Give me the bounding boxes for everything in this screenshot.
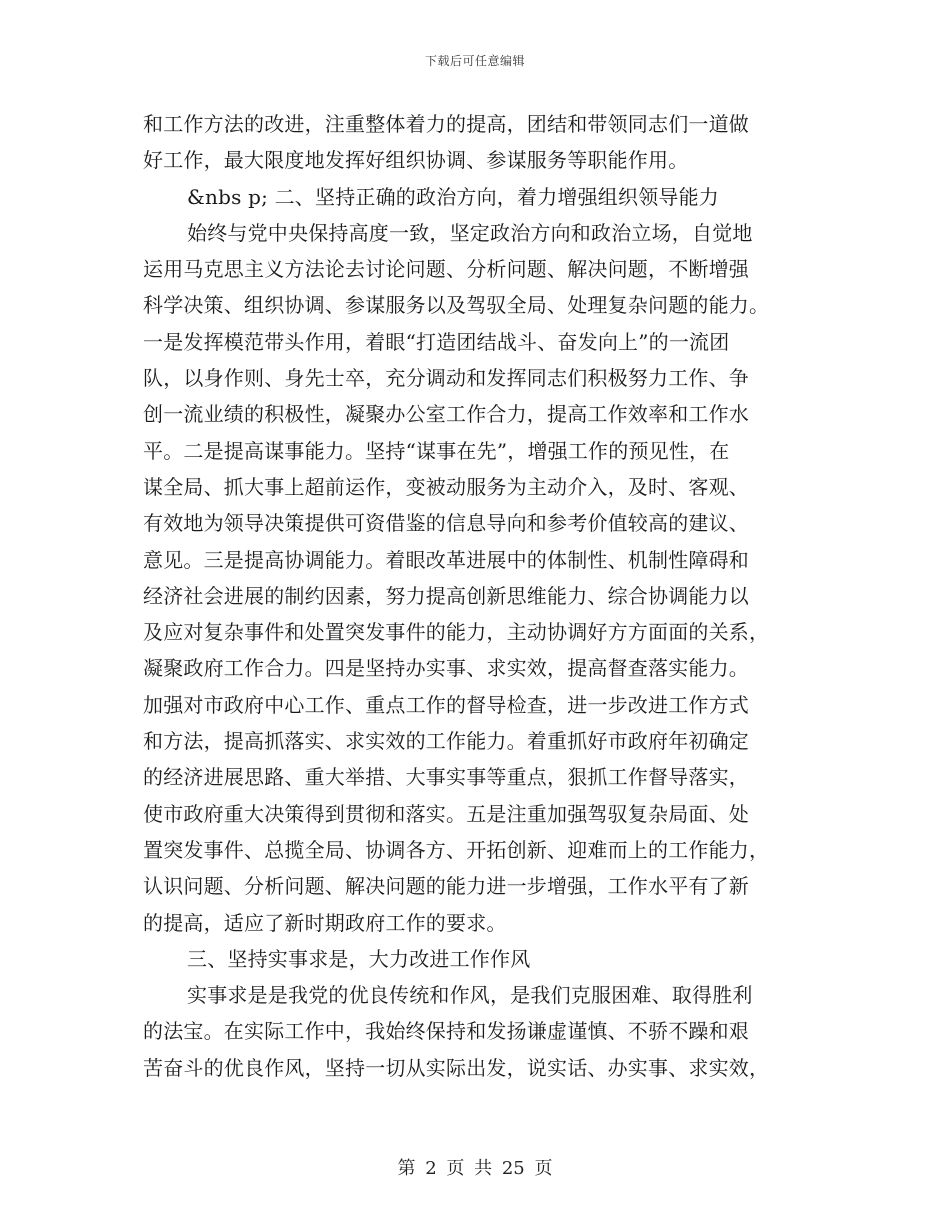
body-line: 使市政府重大决策得到贯彻和落实。五是注重加强驾驭复杂局面、处 — [143, 801, 749, 826]
body-line: 平。二是提高谋事能力。坚持“谋事在先”，增强工作的预见性，在 — [143, 438, 730, 463]
body-line: 认识问题、分析问题、解决问题的能力进一步增强，工作水平有了新 — [143, 874, 749, 899]
paragraph-start: 始终与党中央保持高度一致，坚定政治方向和政治立场，自觉地 — [187, 220, 753, 245]
document-body — [143, 106, 811, 1086]
body-line: 置突发事件、总揽全局、协调各方、开拓创新、迎难而上的工作能力， — [143, 837, 770, 862]
body-line: 运用马克思主义方法论去讨论问题、分析问题、解决问题，不断增强 — [143, 257, 749, 282]
body-line: 有效地为领导决策提供可资借鉴的信息导向和参考价值较高的建议、 — [143, 511, 749, 536]
body-line: 凝聚政府工作合力。四是坚持办实事、求实效，提高督查落实能力。 — [143, 656, 749, 681]
body-line: 加强对市政府中心工作、重点工作的督导检查，进一步改进工作方式 — [143, 692, 749, 717]
page-number-footer: 第 2 页 共 25 页 — [397, 1158, 553, 1179]
body-line: 和工作方法的改进，注重整体着力的提高，团结和带领同志们一道做 — [143, 112, 749, 136]
body-line: 创一流业绩的积极性，凝聚办公室工作合力，提高工作效率和工作水 — [143, 402, 749, 427]
body-line: 及应对复杂事件和处置突发事件的能力，主动协调好方方面面的关系， — [143, 620, 770, 645]
body-line: 好工作，最大限度地发挥好组织协调、参谋服务等职能作用。 — [143, 148, 689, 173]
body-line: 的提高，适应了新时期政府工作的要求。 — [143, 910, 507, 935]
section-heading: 三、坚持实事求是，大力改进工作作风 — [187, 946, 531, 971]
body-line: 科学决策、组织协调、参谋服务以及驾驭全局、处理复杂问题的能力。 — [143, 293, 770, 318]
body-line: 谋全局、抓大事上超前运作，变被动服务为主动介入，及时、客观、 — [143, 474, 749, 499]
body-line: 苦奋斗的优良作风，坚持一切从实际出发，说实话、办实事、求实效， — [143, 1055, 770, 1080]
header-note: 下载后可任意编辑 — [424, 54, 525, 68]
body-line: 的经济进展思路、重大举措、大事实事等重点，狠抓工作督导落实， — [143, 765, 749, 790]
body-line: 意见。三是提高协调能力。着眼改革进展中的体制性、机制性障碍和 — [143, 547, 749, 572]
body-line: 的法宝。在实际工作中，我始终保持和发扬谦虚谨慎、不骄不躁和艰 — [143, 1019, 749, 1044]
body-line: 和方法，提高抓落实、求实效的工作能力。着重抓好市政府年初确定 — [143, 729, 749, 754]
section-heading: &nbs p; 二、坚持正确的政治方向，着力增强组织领导能力 — [187, 184, 720, 209]
body-line: 队，以身作则、身先士卒，充分调动和发挥同志们积极努力工作、争 — [143, 366, 749, 391]
body-line: 一是发挥模范带头作用，着眼“打造团结战斗、奋发向上”的一流团 — [143, 329, 730, 354]
body-line: 经济社会进展的制约因素，努力提高创新思维能力、综合协调能力以 — [143, 583, 749, 608]
paragraph-start: 实事求是是我党的优良传统和作风，是我们克服困难、取得胜利 — [187, 983, 753, 1008]
